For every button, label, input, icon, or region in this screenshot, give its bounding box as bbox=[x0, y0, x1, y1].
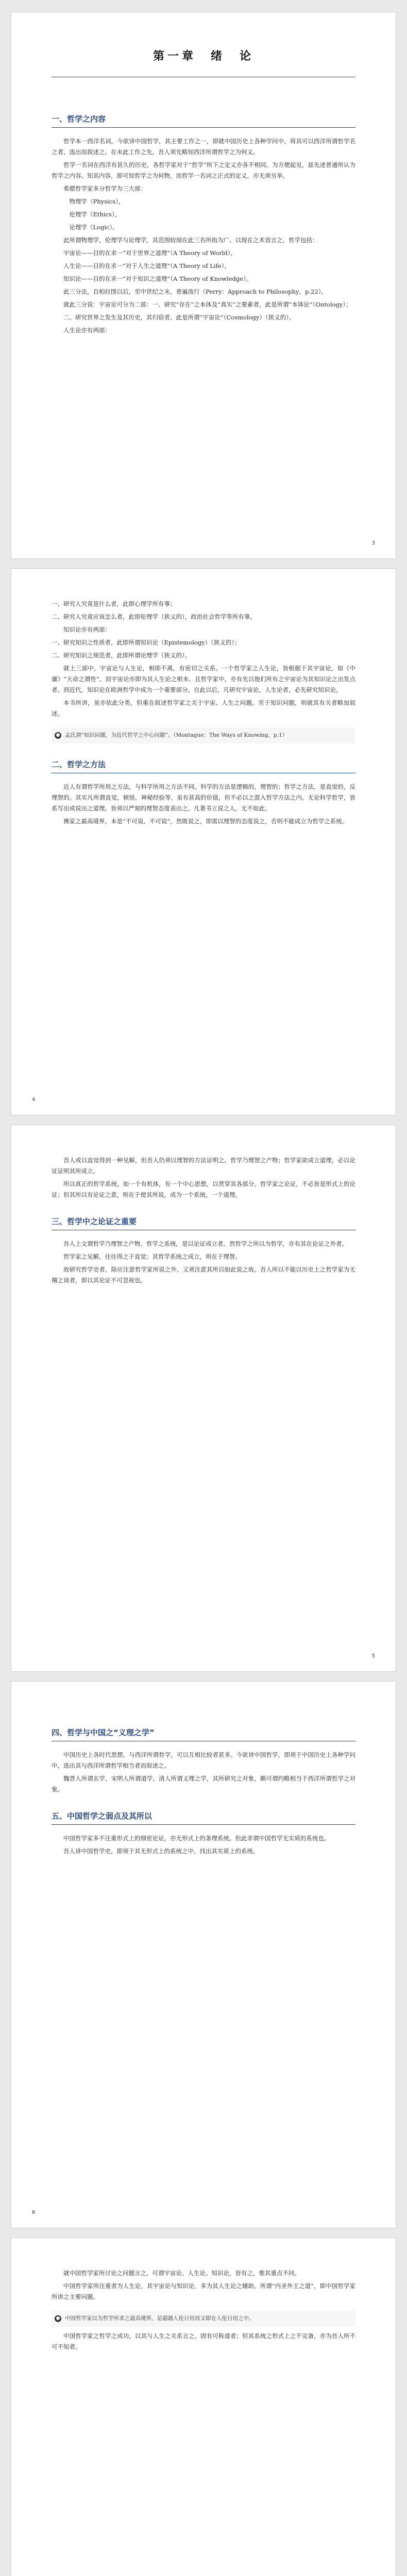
paragraph: 人生论亦有两部： bbox=[63, 327, 111, 334]
paragraph: 二、研究世界之发生及其历史，其归宿者，此是所谓“宇宙论”（Cosmology）（狭义的）。 bbox=[63, 314, 295, 321]
paragraph: 知识论亦有两部： bbox=[63, 626, 111, 633]
paragraph: 哲学一名词在西洋有甚久的历史，各哲学家对于“哲学”所下之定义亦各不相同。为方便起见，兹先述普通所认为哲学之内容。知其内容，即可知哲学之为何物，而哲学一名词之正式的定义，亦无须另举。 bbox=[52, 161, 355, 179]
paragraph: 此三分法，自柏拉图以后，至中世纪之末，普遍流行（Perry：Approach to Philosophy，p.22）。 bbox=[63, 288, 327, 295]
paragraph: 吾人或以直觉得到一种见解，但吾人仍须以理智的方法证明之。哲学乃理智之产物；哲学家欲成立道理，必以论证证明其所成立。 bbox=[52, 1157, 355, 1175]
page-3 bbox=[11, 1125, 396, 1671]
page-number: 3 bbox=[371, 540, 375, 546]
paragraph: 中国历史上各时代思想，与西洋所谓哲学，可以互相比较者甚多。今欲讲中国哲学，即须于中国历史上各种学问中，选出其与西洋所谓哲学相当者而叙述之。 bbox=[52, 1751, 355, 1769]
page-number: 4 bbox=[32, 1097, 36, 1103]
paragraph: 所以真正的哲学系统，如一个有机体，有一个中心思想，以贯穿其各部分。哲学家之论证，不必皆是形式上的论证；但其所以有论证之意，则在于使其所说，成为一个系统，一个道理。 bbox=[52, 1180, 355, 1198]
section-heading: 四、哲学与中国之“义理之学” bbox=[52, 1728, 155, 1737]
paragraph: 吾人讲中国哲学史，即须于其无形式上的系统之中，找出其实质上的系统。 bbox=[63, 1848, 259, 1855]
page-number: 5 bbox=[371, 1653, 375, 1659]
paragraph: 一、研究知识之性质者，此即所谓知识论（Epistemology）（狭义的）； bbox=[52, 639, 241, 646]
paragraph: 人生论——目的在求一“对于人生之道理”（A Theory of Life）， bbox=[63, 262, 230, 269]
paragraph: 本书所讲，虽亦依此分类，但重在叙述哲学家之关于宇宙、人生之问题。至于知识问题，则就其有关者略加叙述。 bbox=[52, 699, 355, 717]
paragraph: 一、研究人究竟是什么者，此即心理学所有事； bbox=[52, 600, 176, 607]
paragraph: 魏晋人所谓玄学，宋明人所谓道学，清人所谓义理之学，其所研究之对象，颇可谓约略相当于西洋所谓哲学之对象。 bbox=[52, 1775, 355, 1793]
paragraph: 就中国哲学家所讨论之问题言之，可谓宇宙论、人生论、知识论，皆有之，惟其重点不同。 bbox=[63, 2269, 300, 2277]
section-heading: 二、哲学之方法 bbox=[52, 760, 106, 769]
footnote bbox=[52, 2311, 355, 2327]
paragraph: 就此三分说：宇宙论可分为二部：一、研究“存在”之本体及“真实”之要素者，此是所谓“本体论”（Ontology）； bbox=[63, 301, 352, 308]
paragraph: 伦理学（Ethics）， bbox=[69, 211, 121, 218]
paragraph: 就上三部中，宇宙论与人生论，相即不离，有密切之关系。一个哲学家之人生论，皆根据于其宇宙论，如《中庸》“天命之谓性”。而宇宙论亦即为其人生论之根本。且哲学家中，亦有先以他们所有之宇宙论为其知识论之出发点者。到近代，知识论在欧洲哲学中成为一个重要部分。自此以后，凡研究宇宙论，人生论者，必先研究知识论。 bbox=[52, 665, 355, 693]
section-heading: 三、哲学中之论证之重要 bbox=[52, 1217, 137, 1226]
footnote bbox=[52, 727, 355, 743]
paragraph: 哲学家之见解，往往得之于直觉；其哲学系统之成立，则在于理智。 bbox=[63, 1253, 241, 1260]
paragraph: 近人有谓哲学所用之方法，与科学所用之方法不同。科学的方法是逻辑的，理智的；哲学之方法，是直觉的，反理智的。其实凡所谓直觉，顿悟，神秘经验等，虽有甚高的价值，但不必以之混入哲学方法之内。无论科学哲学，皆系写出或说出之道理，皆须以严刻的理智态度表出之。凡著书立说之人，无不如此。 bbox=[52, 783, 355, 812]
section-heading: 五、中国哲学之弱点及其所以 bbox=[52, 1811, 152, 1821]
section-heading: 一、哲学之内容 bbox=[52, 114, 106, 124]
paragraph: 故研究哲学史者，除应注意哲学家所说之外，又须注意其所以如此说之故。吾人所以不能以历史上之哲学家为无稽之谈者，即以其论证不可忽视也。 bbox=[52, 1266, 355, 1284]
paragraph: 二、研究知识之规范者，此即所谓论理学（狭义的）。 bbox=[52, 652, 191, 659]
paragraph: 物理学（Physics）， bbox=[69, 198, 125, 205]
footnote-text: 孟氏谓“知识问题，为近代哲学之中心问题”。（Montague：The Ways of Knowing，p.1） bbox=[65, 732, 288, 738]
note-marker-icon: ● bbox=[55, 732, 61, 739]
paragraph: 论理学（Logic）。 bbox=[69, 224, 118, 231]
paragraph: 哲学本一西洋名词。今欲讲中国哲学，其主要工作之一，即就中国历史上各种学问中，将其可以西洋所谓哲学名之者，选出而叙述之。在未此工作之先，吾人须先略知西洋所谓哲学之为何义。 bbox=[52, 138, 355, 156]
paragraph: 吾人上文谓哲学乃理智之产物，哲学之系统，是以论证成立者。然哲学之所以为哲学，亦有其在论证之外者。 bbox=[63, 1240, 348, 1247]
paragraph: 佛家之最高境界，本是“不可说，不可说”，然既说之，即需以理智的态度说之，否则不能成立为哲学之系统。 bbox=[63, 818, 348, 825]
page-2 bbox=[11, 569, 396, 1115]
section-rule bbox=[52, 1824, 355, 1825]
paragraph: 中国哲学家所注重者为人生论，其宇宙论与知识论，多为其人生论之辅助。所谓“内圣外王之道”，即中国哲学家所讲之主要问题。 bbox=[52, 2282, 355, 2300]
page-5 bbox=[11, 2238, 396, 2576]
paragraph: 二、研究人究竟应该怎么者，此即伦理学（狭义的），政治社会哲学等所有事。 bbox=[52, 613, 256, 620]
paragraph: 希腊哲学家多分哲学为三大部： bbox=[63, 185, 146, 192]
section-rule bbox=[52, 127, 355, 128]
page-1 bbox=[11, 12, 396, 558]
paragraph: 宇宙论——目的在求一“对于世界之道理”（A Theory of World）， bbox=[63, 249, 237, 257]
paragraph: 此所谓物理学，伦理学与论理学，其范围较现在此三名所指为广。以现在之术语言之，哲学包括： bbox=[63, 236, 318, 244]
paragraph: 中国哲学家多不注重形式上的细密论证，亦无形式上的条理系统。但此非谓中国哲学无实质的系统也。 bbox=[63, 1835, 330, 1842]
chapter-title: 第一章 绪 论 bbox=[152, 50, 254, 63]
paragraph: 知识论——目的在求一“对于知识之道理”（A Theory of Knowledge）。 bbox=[63, 275, 252, 282]
paragraph: 中国哲学家之哲学之成功，以其与人生之关系言之，固有可称道者；但其系统之形式上之不完备，亦为吾人所不可不知者。 bbox=[52, 2332, 355, 2350]
footnote-text: 中国哲学家以为哲学所求之最高境界，是超越人伦日用而又即在人伦日用之中。 bbox=[65, 2315, 255, 2321]
note-marker-icon: ● bbox=[55, 2315, 61, 2322]
page-4 bbox=[11, 1682, 396, 2228]
page-number: 6 bbox=[32, 2210, 36, 2215]
